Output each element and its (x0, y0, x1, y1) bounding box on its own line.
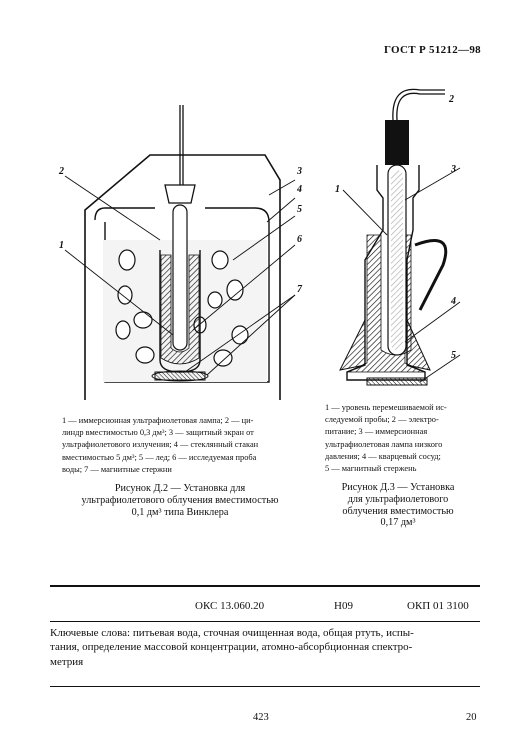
legend-line: воды; 7 — магнитные стержни (62, 464, 172, 474)
caption-line: Рисунок Д.3 — Установка (341, 482, 455, 493)
keywords-line: тания, определение массовой концентрации, атомно-абсорбционная спектро- (50, 641, 413, 654)
legend-line: 5 — магнитный стержень (325, 464, 417, 474)
legend-line: давления; 4 — кварцевый сосуд; (325, 451, 441, 461)
caption-line: ультрафиолетового облучения вместимостью (81, 494, 279, 506)
callout-2: 2 (449, 94, 454, 105)
stopper (165, 185, 195, 203)
legend-line: вместимостью 5 дм³; 5 — лед; 6 — исследуемая проба (62, 452, 257, 462)
callout-4: 4 (451, 296, 456, 307)
keywords-line: метрия (50, 655, 84, 668)
callout-7: 7 (297, 284, 302, 295)
callout-1: 1 (335, 184, 340, 195)
sheet-number: 20 (466, 712, 477, 723)
legend-line: 1 — иммерсионная ультрафиолетовая лампа; 2 — ци- (62, 416, 254, 425)
callout-4: 4 (297, 184, 302, 195)
figure-d2-caption (55, 483, 305, 518)
figure-d3-diagram (325, 80, 475, 395)
keywords-line: Ключевые слова: питьевая вода, сточная очищенная вода, общая ртуть, испы- (50, 627, 414, 639)
caption-line: 0,17 дм³ (380, 517, 416, 529)
callout-5: 5 (451, 350, 456, 361)
caption-line: Рисунок Д.2 — Установка для (114, 483, 246, 494)
figure-d2-legend (62, 415, 258, 476)
legend-line: питание; 3 — иммерсионная (325, 427, 428, 437)
legend-line: следуемой пробы; 2 — электро- (325, 415, 439, 425)
legend-line: ультрафиолетовая лампа низкого (325, 439, 443, 449)
figure-d2-diagram (55, 100, 320, 400)
callout-5: 5 (297, 204, 302, 215)
figure-d3-legend (325, 402, 447, 475)
caption-line: для ультрафиолетового (347, 493, 449, 505)
caption-line: облучения вместимостью (342, 505, 454, 517)
quartz-vessel-side-arm (415, 241, 446, 311)
callout-6: 6 (297, 234, 302, 245)
page-number: 423 (253, 712, 269, 723)
oks-code: ОКС 13.060.20 (195, 600, 265, 612)
figure-d3-caption (318, 482, 478, 529)
callout-1: 1 (59, 240, 64, 251)
okp-code: ОКП 01 3100 (407, 600, 469, 612)
classification-codes (0, 600, 529, 616)
middle-rule (50, 621, 480, 622)
top-rule (50, 585, 480, 587)
group-code: Н09 (334, 600, 353, 612)
callout-3: 3 (297, 166, 302, 177)
callout-2: 2 (59, 166, 64, 177)
legend-line: 1 — уровень перемешиваемой ис- (325, 403, 447, 412)
legend-line: линдр вместимостью 0,3 дм³; 3 — защитный экран от (62, 428, 254, 438)
bottom-rule (50, 686, 480, 687)
keywords (50, 626, 480, 669)
legend-line: ультрафиолетового излучения; 4 — стеклянный стакан (62, 440, 259, 450)
callout-3: 3 (451, 164, 456, 175)
document-standard-header: ГОСТ Р 51212—98 (384, 44, 481, 56)
caption-line: 0,1 дм³ типа Винклера (131, 506, 229, 518)
